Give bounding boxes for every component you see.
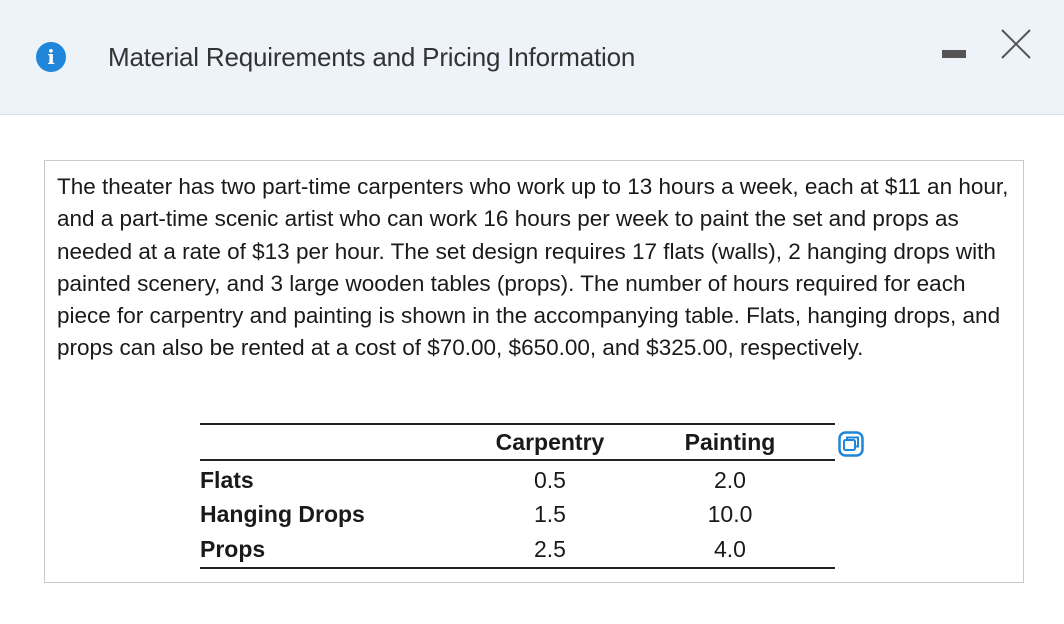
carpentry-hours: 0.5: [534, 467, 566, 493]
table-row: [200, 460, 835, 496]
painting-hours: 10.0: [707, 500, 753, 527]
table-header-row: [200, 424, 835, 460]
close-button[interactable]: [996, 24, 1036, 64]
hours-table: [200, 423, 835, 569]
row-label: Props: [200, 536, 266, 562]
dialog-header: [0, 0, 1064, 115]
dialog-title: Material Requirements and Pricing Information: [108, 42, 636, 72]
table-row: [200, 532, 835, 568]
row-label: Flats: [200, 467, 254, 493]
painting-hours: 4.0: [714, 536, 746, 562]
column-header-painting: Painting: [684, 428, 776, 455]
carpentry-hours: 1.5: [534, 500, 566, 527]
carpentry-hours: 2.5: [534, 536, 566, 562]
close-icon: [996, 24, 1036, 64]
table-row: [200, 496, 835, 532]
row-label: Hanging Drops: [200, 500, 365, 527]
content-box: [44, 160, 1024, 583]
painting-hours: 2.0: [714, 467, 746, 493]
minimize-button[interactable]: [938, 40, 970, 70]
minimize-icon: [942, 50, 966, 58]
column-header-carpentry: Carpentry: [495, 428, 605, 455]
copy-to-clipboard-icon[interactable]: [838, 431, 864, 457]
column-header-item: [200, 424, 475, 460]
problem-description: The theater has two part-time carpenters who work up to 13 hours a week, each at $11 an hour, and a part-time scenic artist who can work 16 hours per week to paint the set and props as needed at a rate of $13 per hour. The set design requires 17 flats (walls), 2 hanging drops with painted scenery, and 3 large wooden tables (props). The number of hours required for each piece for carpentry and painting is shown in the accompanying table. Flats, hanging drops, and props can also be rented at a cost of $70.00, $650.00, and $325.00, respectively.: [57, 174, 1009, 361]
info-icon: i: [36, 42, 66, 72]
